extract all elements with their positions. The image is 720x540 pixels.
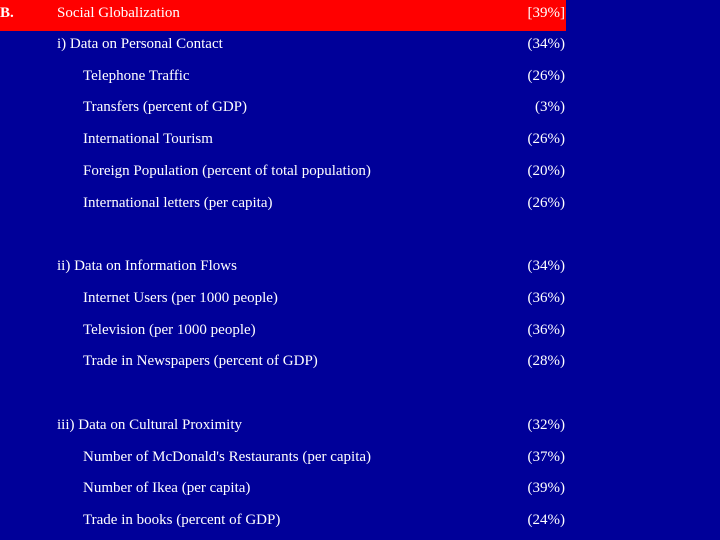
item-label: Number of McDonald's Restaurants (per capita): [83, 449, 372, 465]
group-weight: (34%): [527, 36, 565, 52]
item-label: Trade in books (percent of GDP): [83, 512, 281, 528]
item-weight: (37%): [527, 449, 565, 465]
item-label: Television (per 1000 people): [83, 322, 256, 338]
item-weight: (36%): [527, 322, 565, 338]
section-title: Social Globalization: [57, 5, 180, 21]
item-weight: (26%): [527, 131, 565, 147]
item-weight: (20%): [527, 163, 565, 179]
item-weight: (24%): [527, 512, 565, 528]
item-weight: (26%): [527, 195, 565, 211]
item-weight: (28%): [527, 353, 565, 369]
section-letter: B.: [0, 5, 14, 21]
item-label: Foreign Population (percent of total population): [83, 163, 371, 179]
item-label: Telephone Traffic: [83, 68, 190, 84]
item-label: Transfers (percent of GDP): [83, 99, 247, 115]
group-label: ii) Data on Information Flows: [57, 258, 237, 274]
item-label: Trade in Newspapers (percent of GDP): [83, 353, 318, 369]
section-weight: [39%]: [527, 5, 565, 21]
item-label: International Tourism: [83, 131, 213, 147]
item-label: Number of Ikea (per capita): [83, 480, 251, 496]
group-label: iii) Data on Cultural Proximity: [57, 417, 242, 433]
item-weight: (39%): [527, 480, 565, 496]
item-weight: (26%): [527, 68, 565, 84]
item-label: International letters (per capita): [83, 195, 273, 211]
group-label: i) Data on Personal Contact: [57, 36, 223, 52]
item-label: Internet Users (per 1000 people): [83, 290, 278, 306]
group-weight: (34%): [527, 258, 565, 274]
item-weight: (3%): [535, 99, 565, 115]
group-weight: (32%): [527, 417, 565, 433]
item-weight: (36%): [527, 290, 565, 306]
